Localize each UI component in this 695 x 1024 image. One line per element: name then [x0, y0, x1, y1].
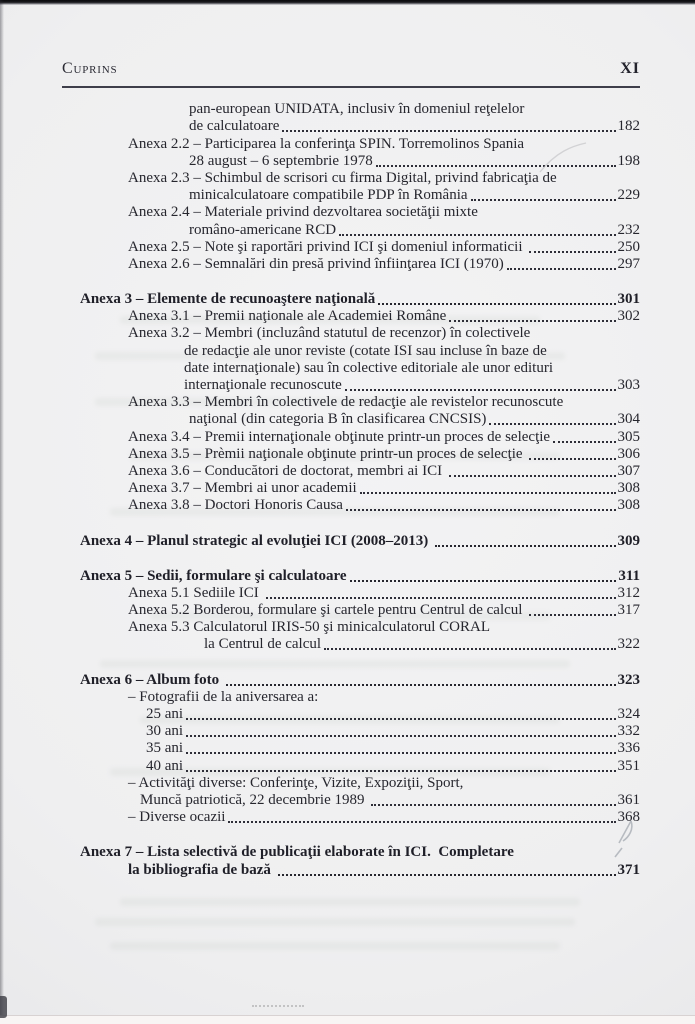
dot-leader [226, 684, 616, 686]
toc-row [62, 636, 640, 653]
dot-leader [449, 475, 616, 477]
toc-entry-text: Anexa 3.4 – Premii internaţionale obţinute printr-un proces de selecţie [128, 428, 551, 445]
toc-row [62, 308, 640, 325]
page-bleed-through [95, 918, 575, 926]
toc-entry-text: 28 august – 6 septembrie 1978 [189, 152, 373, 169]
toc-row [62, 446, 640, 463]
toc-row [62, 585, 640, 602]
toc-row [62, 602, 640, 619]
dot-leader [186, 770, 615, 772]
toc-entry-text: Anexa 4 – Planul strategic al evoluţiei ICI (2008–2013) [80, 532, 433, 549]
toc-entry-text: de calculatoare [189, 118, 280, 135]
toc-entry-text: date internaţionale) sau în colective editoriale ale unor edituri [184, 359, 554, 376]
toc-row [62, 394, 640, 411]
toc-page-number: 302 [617, 308, 640, 325]
toc-entry-text: româno-americane RCD [189, 221, 337, 238]
toc-page-number: 232 [617, 221, 640, 238]
toc-page-number: 323 [617, 671, 640, 688]
toc-entry-text: internaţionale recunoscute [184, 377, 342, 393]
toc-page-number: 351 [617, 757, 640, 774]
toc-entry-text: – Fotografii de la aniversarea a: [128, 688, 319, 705]
toc-entry-text: Muncă patriotică, 22 decembrie 1989 [140, 791, 369, 808]
dot-leader [346, 509, 616, 511]
toc-section [62, 844, 640, 878]
dot-leader [529, 251, 615, 253]
toc-entry-text: Anexa 3.1 – Premii naţionale ale Academiei Române [128, 308, 447, 325]
toc-row [62, 118, 640, 135]
toc-row [62, 568, 640, 585]
dot-leader [186, 752, 615, 754]
ink-smudge [252, 998, 304, 1007]
toc-row [62, 723, 640, 740]
toc-entry-text: la Centrul de calcul [204, 636, 322, 653]
toc-entry-text: 40 ani [146, 757, 184, 774]
toc-page-number: 250 [617, 238, 640, 255]
toc-entry-text: Anexa 3.5 – Prèmii naţionale obţinute printr-un proces de selecţie [128, 445, 527, 462]
toc-row [62, 325, 640, 342]
toc-page-number: 322 [617, 636, 640, 653]
toc-row [62, 740, 640, 757]
dot-leader [553, 441, 615, 443]
toc-row [62, 532, 640, 549]
toc-row [62, 844, 640, 861]
toc-page-number: 336 [617, 740, 640, 757]
toc-entry-text: Anexa 2.2 – Participarea la conferinţa SPIN. Torremolinos Spania [128, 135, 525, 152]
toc-page-number: 297 [617, 255, 640, 272]
toc-row [62, 153, 640, 170]
page-bleed-through [120, 898, 580, 906]
dot-leader [186, 718, 615, 720]
toc-row [62, 101, 640, 118]
dot-leader [278, 874, 616, 876]
toc-page-number: 317 [617, 602, 640, 619]
dot-leader [282, 130, 615, 132]
page-folio-number: XI [620, 60, 640, 77]
toc-entry-text: – Activităţi diverse: Conferinţe, Vizite, Expoziţii, Sport, [128, 774, 464, 791]
scan-edge-bottom [0, 1015, 695, 1024]
dot-leader [371, 804, 615, 806]
toc-page-number: 308 [617, 497, 640, 514]
toc-page-number: 304 [617, 411, 640, 428]
toc-row [62, 256, 640, 273]
dot-leader [471, 199, 616, 201]
toc-row [62, 291, 640, 308]
toc-page-number: 307 [617, 462, 640, 479]
toc-entry-text: la bibliografia de bază [128, 861, 275, 878]
toc-entry-text: naţional (din categoria B în clasificarea CNCSIS) [189, 411, 487, 428]
toc-page-number: 301 [617, 291, 640, 308]
toc-entry-text: Anexa 5 – Sedii, formulare şi calculatoare [80, 567, 347, 584]
toc-section [62, 532, 640, 549]
toc-page-number: 332 [617, 723, 640, 740]
toc-row [62, 135, 640, 152]
toc-row [62, 775, 640, 792]
toc-section [62, 568, 640, 654]
toc-entry-text: 30 ani [146, 723, 184, 740]
toc-row [62, 480, 640, 497]
toc-row [62, 239, 640, 256]
toc-entry-text: Anexa 3.6 – Conducători de doctorat, membri ai ICI [128, 462, 446, 479]
toc-entry-text: 35 ani [146, 740, 184, 757]
toc-page-number: 324 [617, 706, 640, 722]
toc-row [62, 671, 640, 688]
toc-section [62, 671, 640, 826]
toc-page-number: 303 [617, 377, 640, 393]
toc-page-number: 308 [617, 480, 640, 497]
toc-entry-text: Anexa 3.8 – Doctori Honoris Causa [128, 497, 343, 514]
dot-leader [529, 614, 615, 616]
toc-row [62, 619, 640, 636]
toc-row [62, 861, 640, 878]
toc-entry-text: Anexa 2.6 – Semnalări din presă privind înfiinţarea ICI (1970) [128, 255, 504, 272]
toc-page-number: 312 [617, 584, 640, 601]
toc-entry-text: Anexa 5.3 Calculatorul IRIS-50 şi minicalculatorul CORAL [128, 619, 491, 636]
toc-row [62, 187, 640, 204]
corner-smudge [0, 996, 7, 1018]
dot-leader [378, 303, 615, 305]
toc-entry-text: pan-european UNIDATA, inclusiv în domeniul reţelelor [189, 101, 525, 118]
scan-edge-top [0, 0, 695, 5]
dot-leader [339, 234, 615, 236]
toc-row [62, 221, 640, 238]
toc-page-number: 306 [617, 445, 640, 462]
toc-row [62, 428, 640, 445]
toc-entry-text: Anexa 3 – Elemente de recunoaştere naţională [80, 291, 376, 308]
dot-leader [435, 545, 615, 547]
toc-entry-text: – Diverse ocazii [128, 809, 226, 826]
dot-leader [350, 580, 617, 582]
toc-page-number: 309 [617, 532, 640, 549]
toc [62, 101, 640, 879]
toc-page-number: 198 [617, 152, 640, 169]
toc-row [62, 360, 640, 377]
dot-leader [266, 597, 616, 599]
scan-edge-left [0, 0, 4, 1018]
dot-leader [489, 423, 615, 425]
dot-leader [376, 165, 616, 167]
toc-entry-text: minicalculatoare compatibile PDP în România [189, 187, 468, 204]
toc-entry-text: Anexa 3.7 – Membri ai unor academii [128, 480, 357, 497]
toc-row [62, 706, 640, 723]
toc-entry-text: Anexa 2.4 – Materiale privind dezvoltarea societăţii mixte [128, 204, 478, 221]
toc-entry-text: Anexa 2.3 – Schimbul de scrisori cu firma Digital, privind fabricaţia de [128, 169, 557, 186]
toc-row [62, 170, 640, 187]
dot-leader [345, 389, 616, 391]
toc-entry-text: Anexa 3.3 – Membri în colectivele de redacţie ale revistelor recunoscute [128, 394, 564, 411]
dot-leader [507, 268, 616, 270]
page-bleed-through [110, 942, 560, 950]
dot-leader [186, 735, 615, 737]
dot-leader [360, 492, 616, 494]
toc-row [62, 497, 640, 514]
toc-page-number: 368 [617, 809, 640, 826]
toc-entry-text: Anexa 2.5 – Note şi raportări privind ICI şi domeniul informaticii [128, 238, 527, 255]
toc-entry-text: Anexa 6 – Album foto [80, 671, 223, 688]
page-header [62, 60, 640, 88]
toc-content [62, 60, 640, 879]
toc-row [62, 809, 640, 826]
toc-row [62, 411, 640, 428]
toc-page-number: 305 [617, 428, 640, 445]
dot-leader [228, 821, 615, 823]
dot-leader [529, 458, 615, 460]
toc-page-number: 229 [617, 187, 640, 204]
toc-entry-text: Anexa 5.1 Sediile ICI [128, 584, 263, 601]
running-title: Cuprins [62, 60, 118, 77]
toc-row [62, 689, 640, 706]
toc-page-number: 361 [617, 791, 640, 808]
toc-row [62, 463, 640, 480]
toc-row [62, 342, 640, 359]
toc-entry-text: Anexa 5.2 Borderou, formulare şi cartele pentru Centrul de calcul [128, 602, 527, 619]
toc-section [62, 291, 640, 514]
toc-page-number: 371 [617, 861, 640, 878]
dot-leader [449, 320, 615, 322]
toc-entry-text: Anexa 7 – Lista selectivă de publicaţii elaborate în ICI. Completare [80, 844, 514, 861]
toc-row [62, 204, 640, 221]
toc-page-number: 182 [617, 118, 640, 135]
dot-leader [324, 648, 615, 650]
toc-row [62, 792, 640, 809]
toc-entry-text: Anexa 3.2 – Membri (incluzând statutul de recenzor) în colectivele [128, 325, 531, 342]
toc-row [62, 377, 640, 394]
toc-page-number: 311 [618, 567, 640, 584]
toc-entry-text: de redacţie ale unor reviste (cotate ISI sau incluse în baze de [184, 342, 547, 359]
toc-entry-text: 25 ani [146, 706, 184, 722]
toc-row [62, 757, 640, 774]
toc-section [62, 101, 640, 273]
